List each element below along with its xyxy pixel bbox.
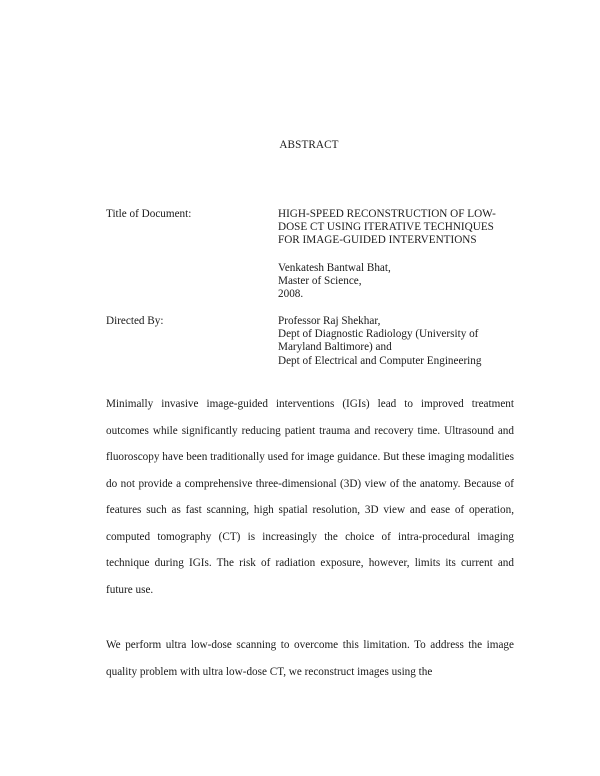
author-degree: Master of Science, <box>278 275 362 288</box>
directed-by-label: Directed By: <box>106 315 164 327</box>
abstract-paragraph-2: We perform ultra low-dose scanning to overcome this limitation. To address the image quality problem with ultra low-dose CT, we reconstruct images using the <box>106 639 514 678</box>
author-year: 2008. <box>278 288 304 301</box>
author-block <box>278 262 391 302</box>
advisor-name: Professor Raj Shekhar, <box>278 315 381 327</box>
document-title-line: HIGH-SPEED RECONSTRUCTION OF LOW- <box>278 208 496 220</box>
document-title-line: DOSE CT USING ITERATIVE TECHNIQUES <box>278 221 494 234</box>
advisor-affiliation-line: Maryland Baltimore) and <box>278 341 392 354</box>
title-of-document-label: Title of Document: <box>106 208 192 220</box>
advisor-block <box>278 315 481 368</box>
abstract-paragraph-1: Minimally invasive image-guided interventions (IGIs) lead to improved treatment outcomes while significantly reducing patient trauma and recovery time. Ultrasound and fluoroscopy have been traditionally used for image guidance. But these imaging modalities do not provide a comprehensive three-dimensional (3D) view of the anatomy. Because of features such as fast scanning, high spatial resolution, 3D view and ease of operation, computed tomography (CT) is increasingly the choice of intra-procedural imaging technique during IGIs. The risk of radiation exposure, however, limits its current and future use. <box>106 398 514 596</box>
advisor-affiliation-line: Dept of Diagnostic Radiology (University of <box>278 328 479 341</box>
abstract-heading: ABSTRACT <box>279 139 339 151</box>
document-title-line: FOR IMAGE-GUIDED INTERVENTIONS <box>278 234 477 247</box>
advisor-affiliation-line: Dept of Electrical and Computer Engineering <box>278 354 482 367</box>
document-title <box>278 208 496 248</box>
author-name: Venkatesh Bantwal Bhat, <box>278 262 391 274</box>
